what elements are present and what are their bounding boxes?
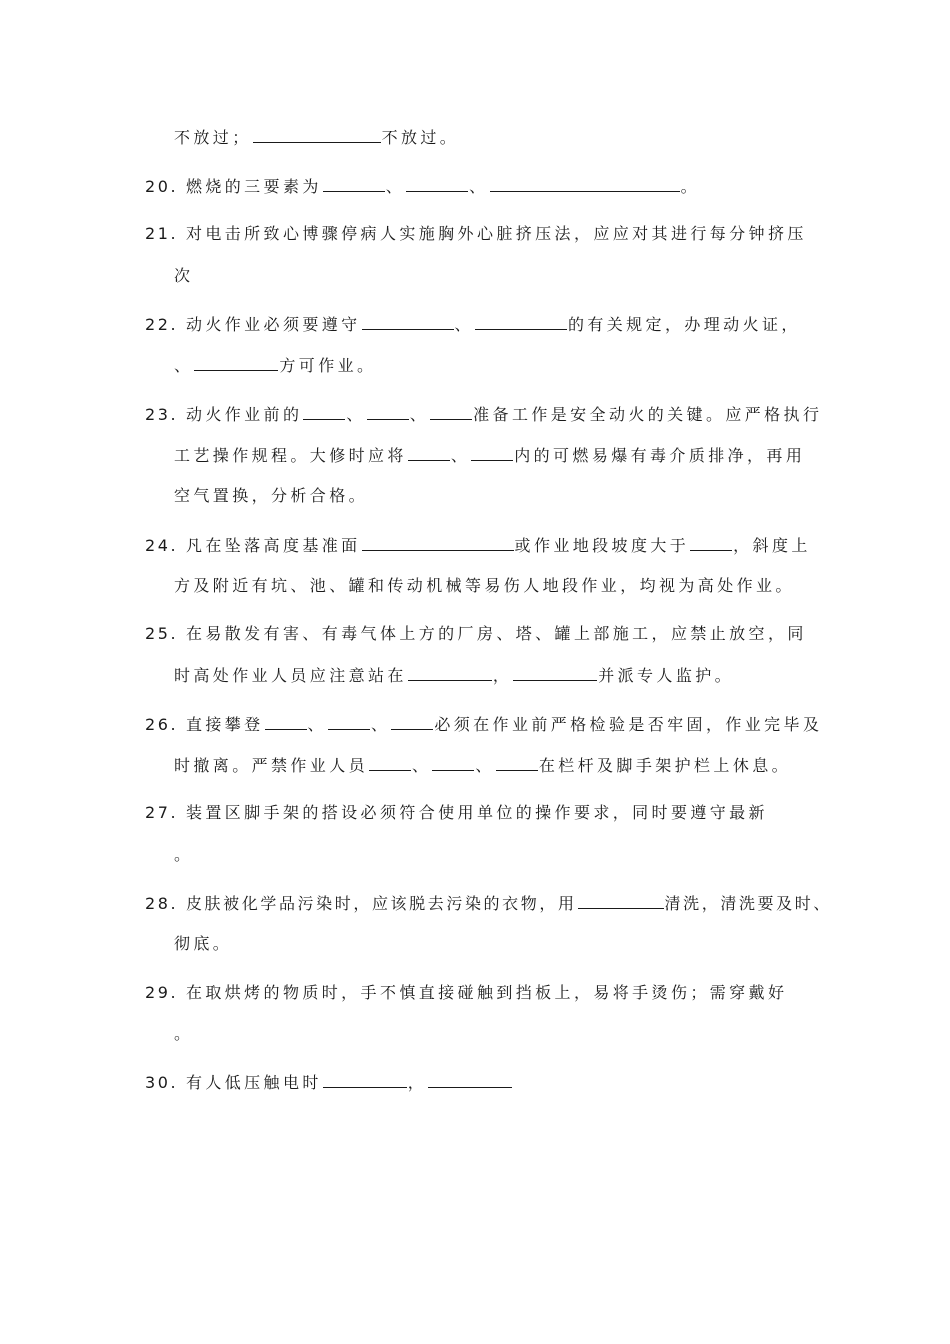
question-23 xyxy=(145,404,822,425)
question-22 xyxy=(145,314,801,335)
answer-blank[interactable] xyxy=(428,1072,512,1088)
text: 有人低压触电时 xyxy=(185,1073,322,1092)
answer-blank[interactable] xyxy=(362,314,454,330)
question-number: 21. xyxy=(145,224,186,243)
answer-blank[interactable] xyxy=(265,714,307,730)
text: 时高处作业人员应注意站在 xyxy=(174,666,407,685)
question-25-continuation xyxy=(174,665,734,686)
text: 、 xyxy=(409,405,430,424)
answer-blank[interactable] xyxy=(406,176,468,192)
answer-blank[interactable] xyxy=(408,445,450,461)
text: 工艺操作规程。大修时应将 xyxy=(174,446,407,465)
text: 、 xyxy=(174,356,194,375)
question-25 xyxy=(145,624,807,644)
question-23-continuation xyxy=(174,486,368,506)
text: 直接攀登 xyxy=(185,715,264,734)
text: 清洗，清洗要及时、 xyxy=(664,894,832,913)
answer-blank[interactable] xyxy=(323,176,385,192)
text: 在栏杆及脚手架护栏上休息。 xyxy=(538,756,792,775)
text: 。 xyxy=(174,845,194,864)
question-29 xyxy=(145,983,787,1003)
text: 的有关规定，办理动火证， xyxy=(567,315,801,334)
question-number: 20. xyxy=(145,177,186,196)
text: 。 xyxy=(680,177,700,196)
text: ，斜度上 xyxy=(733,536,811,555)
answer-blank[interactable] xyxy=(323,1072,407,1088)
text: 皮肤被化学品污染时，应该脱去污染的衣物，用 xyxy=(185,894,577,913)
text: 动火作业前的 xyxy=(185,405,303,424)
question-21-continuation xyxy=(174,266,193,286)
answer-blank[interactable] xyxy=(496,755,538,771)
text: 对电击所致心博骤停病人实施胸外心脏挤压法，应应对其进行每分钟挤压 xyxy=(185,224,807,243)
question-number: 24. xyxy=(145,536,186,555)
text: 时撤离。严禁作业人员 xyxy=(174,756,369,775)
question-27-continuation xyxy=(174,845,193,865)
question-28 xyxy=(145,893,832,914)
question-23-continuation xyxy=(174,445,805,466)
text: 装置区脚手架的搭设必须符合使用单位的操作要求，同时要遵守最新 xyxy=(185,803,768,822)
answer-blank[interactable] xyxy=(194,355,278,371)
text: 不放过。 xyxy=(381,128,460,147)
text: 不放过； xyxy=(174,128,252,147)
text: 彻底。 xyxy=(174,934,233,953)
text: 方可作业。 xyxy=(279,356,377,375)
answer-blank[interactable] xyxy=(578,893,664,909)
question-number: 23. xyxy=(145,405,186,424)
answer-blank[interactable] xyxy=(408,665,492,681)
answer-blank[interactable] xyxy=(362,535,514,551)
text: 燃烧的三要素为 xyxy=(185,177,322,196)
question-number: 28. xyxy=(145,894,186,913)
answer-blank[interactable] xyxy=(303,404,345,420)
question-20 xyxy=(145,176,700,197)
question-29-continuation xyxy=(174,1024,193,1044)
text: 在取烘烤的物质时，手不慎直接碰触到挡板上，易将手烫伤；需穿戴好 xyxy=(185,983,788,1002)
question-24 xyxy=(145,535,811,556)
text: 、 xyxy=(385,177,406,196)
question-number: 25. xyxy=(145,624,186,643)
question-number: 29. xyxy=(145,983,186,1002)
text: 或作业地段坡度大于 xyxy=(514,536,690,555)
text: 在易散发有害、有毒气体上方的厂房、塔、罐上部施工，应禁止放空，同 xyxy=(185,624,807,643)
text: 方及附近有坑、池、罐和传动机械等易伤人地段作业，均视为高处作业。 xyxy=(174,576,795,595)
text: 内的可燃易爆有毒介质排净，再用 xyxy=(514,446,806,465)
answer-blank[interactable] xyxy=(471,445,513,461)
answer-blank[interactable] xyxy=(490,176,680,192)
question-27 xyxy=(145,803,768,823)
answer-blank[interactable] xyxy=(432,755,474,771)
text: ， xyxy=(492,666,513,685)
answer-blank[interactable] xyxy=(391,714,433,730)
text: 次 xyxy=(174,266,194,285)
answer-blank[interactable] xyxy=(475,314,567,330)
text: 。 xyxy=(174,1024,194,1043)
text: ， xyxy=(407,1073,428,1092)
answer-blank[interactable] xyxy=(369,755,411,771)
answer-blank[interactable] xyxy=(513,665,597,681)
text: 、 xyxy=(412,756,432,775)
text: 、 xyxy=(370,715,391,734)
text: 、 xyxy=(469,177,489,196)
answer-blank[interactable] xyxy=(690,535,732,551)
question-26-continuation xyxy=(174,755,791,776)
text: 必须在作业前严格检验是否牢固，作业完毕及 xyxy=(434,715,823,734)
question-30 xyxy=(145,1072,513,1093)
question-number: 26. xyxy=(145,715,186,734)
question-number: 27. xyxy=(145,803,186,822)
text: 动火作业必须要遵守 xyxy=(185,315,361,334)
question-number: 30. xyxy=(145,1073,186,1092)
question-19-continuation xyxy=(174,127,459,148)
question-22-continuation xyxy=(174,355,376,376)
text: 准备工作是安全动火的关键。应严格执行 xyxy=(473,405,823,424)
question-28-continuation xyxy=(174,934,232,954)
question-number: 22. xyxy=(145,315,186,334)
text: 并派专人监护。 xyxy=(598,666,735,685)
text: 、 xyxy=(450,446,471,465)
text: 凡在坠落高度基准面 xyxy=(185,536,361,555)
question-24-continuation xyxy=(174,576,795,596)
text: 、 xyxy=(454,315,474,334)
answer-blank[interactable] xyxy=(328,714,370,730)
answer-blank[interactable] xyxy=(430,404,472,420)
text: 、 xyxy=(307,715,327,734)
text: 空气置换，分析合格。 xyxy=(174,486,369,505)
text: 、 xyxy=(475,756,495,775)
answer-blank[interactable] xyxy=(253,127,381,143)
text: 、 xyxy=(346,405,366,424)
answer-blank[interactable] xyxy=(367,404,409,420)
question-21 xyxy=(145,224,807,244)
question-26 xyxy=(145,714,822,735)
